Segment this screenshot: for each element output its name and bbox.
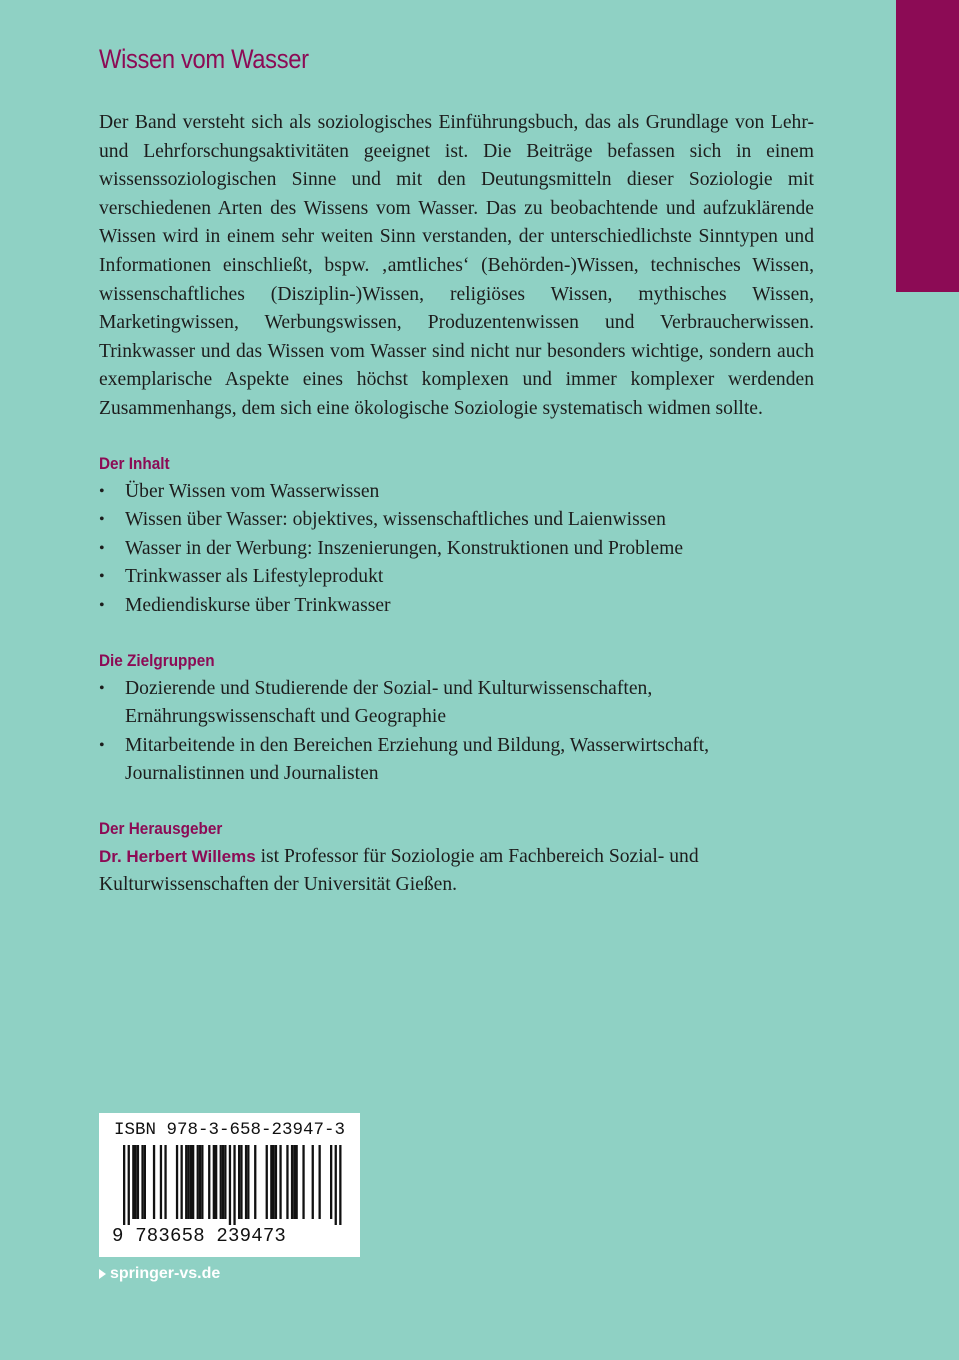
editor-name: Dr. Herbert Willems — [99, 846, 256, 866]
contents-item: • Wasser in der Werbung: Inszenierungen, Konstruktionen und Probleme — [99, 535, 814, 564]
bullet-icon: • — [99, 679, 105, 697]
contents-heading: Der Inhalt — [99, 453, 170, 473]
bullet-icon: • — [99, 539, 105, 557]
barcode-bar — [319, 1145, 321, 1219]
barcode-bar — [296, 1145, 298, 1219]
barcode-bar — [240, 1145, 242, 1219]
barcode-bars — [113, 1145, 347, 1225]
barcode-bar — [153, 1145, 155, 1219]
publisher-link[interactable] — [99, 1265, 220, 1283]
barcode-bar — [270, 1145, 272, 1219]
barcode-bar — [222, 1145, 224, 1219]
barcode-bar — [187, 1145, 189, 1219]
barcode-bar — [160, 1145, 162, 1219]
barcode-bar — [185, 1145, 187, 1219]
barcode-bar — [266, 1145, 268, 1219]
audience-heading: Die Zielgruppen — [99, 650, 215, 670]
barcode-bar — [275, 1145, 277, 1219]
book-title: Wissen vom Wasser — [99, 44, 309, 74]
contents-item: • Wissen über Wasser: objektives, wissenschaftliches und Laienwissen — [99, 506, 814, 535]
barcode-bar — [238, 1145, 240, 1219]
isbn-label: ISBN 978-3-658-23947-3 — [114, 1120, 346, 1140]
audience-item: • Dozierende und Studierende der Sozial- und Kulturwissenschaften, Ernährungswissenschaft und Geographie — [99, 675, 814, 732]
barcode-bar — [286, 1145, 288, 1219]
isbn-barcode — [99, 1113, 360, 1257]
barcode-guard-bar — [335, 1145, 337, 1225]
editor-bio-text: ist Professor für Soziologie am Fachbereich Sozial- und Kulturwissenschaften der Universität Gießen. — [99, 845, 699, 896]
bullet-icon: • — [99, 482, 105, 500]
contents-item: • Über Wissen vom Wasserwissen — [99, 478, 814, 507]
barcode-bar — [213, 1145, 215, 1219]
barcode-guard-bar — [339, 1145, 341, 1225]
barcode-bar — [247, 1145, 249, 1219]
bullet-icon: • — [99, 568, 105, 586]
barcode-bar — [192, 1145, 194, 1219]
audience-list — [99, 675, 814, 789]
arrow-right-icon — [99, 1269, 106, 1279]
contents-list — [99, 478, 814, 621]
bullet-icon: • — [99, 736, 105, 754]
barcode-bar — [245, 1145, 247, 1219]
barcode-bar — [132, 1145, 134, 1219]
barcode-bar — [302, 1145, 304, 1219]
barcode-bar — [293, 1145, 295, 1219]
audience-item: • Mitarbeitende in den Bereichen Erziehung und Bildung, Wasserwirtschaft, Journalistinnen und Journalisten — [99, 732, 814, 789]
barcode-bar — [190, 1145, 192, 1219]
barcode-bar — [208, 1145, 210, 1219]
barcode-bar — [312, 1145, 314, 1219]
barcode-bar — [224, 1145, 226, 1219]
barcode-bar — [279, 1145, 281, 1219]
barcode-bar — [144, 1145, 146, 1219]
back-cover-content — [99, 44, 814, 900]
barcode-guard-bar — [123, 1145, 125, 1225]
editor-bio — [99, 843, 814, 900]
barcode-bar — [273, 1145, 275, 1219]
contents-item: • Trinkwasser als Lifestyleprodukt — [99, 563, 814, 592]
barcode-guard-bar — [229, 1145, 231, 1225]
barcode-bar — [197, 1145, 199, 1219]
barcode-bar — [181, 1145, 183, 1219]
ean-digits: 9 783658 239473 — [112, 1225, 287, 1247]
contents-item: • Mediendiskurse über Trinkwasser — [99, 592, 814, 621]
bullet-icon: • — [99, 596, 105, 614]
accent-bar — [896, 0, 959, 292]
barcode-bar — [215, 1145, 217, 1219]
barcode-bar — [199, 1145, 201, 1219]
publisher-url: springer-vs.de — [110, 1265, 221, 1282]
editor-heading: Der Herausgeber — [99, 818, 223, 838]
barcode-bar — [137, 1145, 139, 1219]
barcode-bar — [141, 1145, 143, 1219]
barcode-bar — [201, 1145, 203, 1219]
barcode-bar — [330, 1145, 332, 1219]
barcode-bar — [220, 1145, 222, 1219]
barcode-bar — [254, 1145, 256, 1219]
barcode-guard-bar — [233, 1145, 235, 1225]
barcode-bar — [135, 1145, 137, 1219]
barcode-bar — [164, 1145, 166, 1219]
barcode-bar — [291, 1145, 293, 1219]
barcode-guard-bar — [128, 1145, 130, 1225]
barcode-bar — [176, 1145, 178, 1219]
book-description: Der Band versteht sich als soziologisches Einführungsbuch, das als Grundlage von Lehr- und Lehrforschungsaktivitäten geeignet ist. Die Beiträge befassen sich in einem wissenssoziologischen Sinne und mit den Deutungsmitteln dieser Soziologie mit verschiedenen Arten des Wissens vom Wasser. Das zu beobachtende und aufzuklärende Wissen wird in einem sehr weiten Sinn verstanden, der unterschiedlichste Sinntypen und Informationen einschließt, bspw. ‚amtliches‘ (Behörden-)Wissen, technisches Wissen, wissenschaftliches (Disziplin-)Wissen, religiöses Wissen, mythisches Wissen, Marketingwissen, Werbungswissen, Produzentenwissen und Verbraucherwissen. Trinkwasser und das Wissen vom Wasser sind nicht nur besonders wichtige, sondern auch exemplarische Aspekte eines höchst komplexen und immer komplexer werdenden Zusammenhangs, dem sich eine ökologische Soziologie systematisch widmen sollte. — [99, 112, 814, 419]
bullet-icon: • — [99, 511, 105, 529]
